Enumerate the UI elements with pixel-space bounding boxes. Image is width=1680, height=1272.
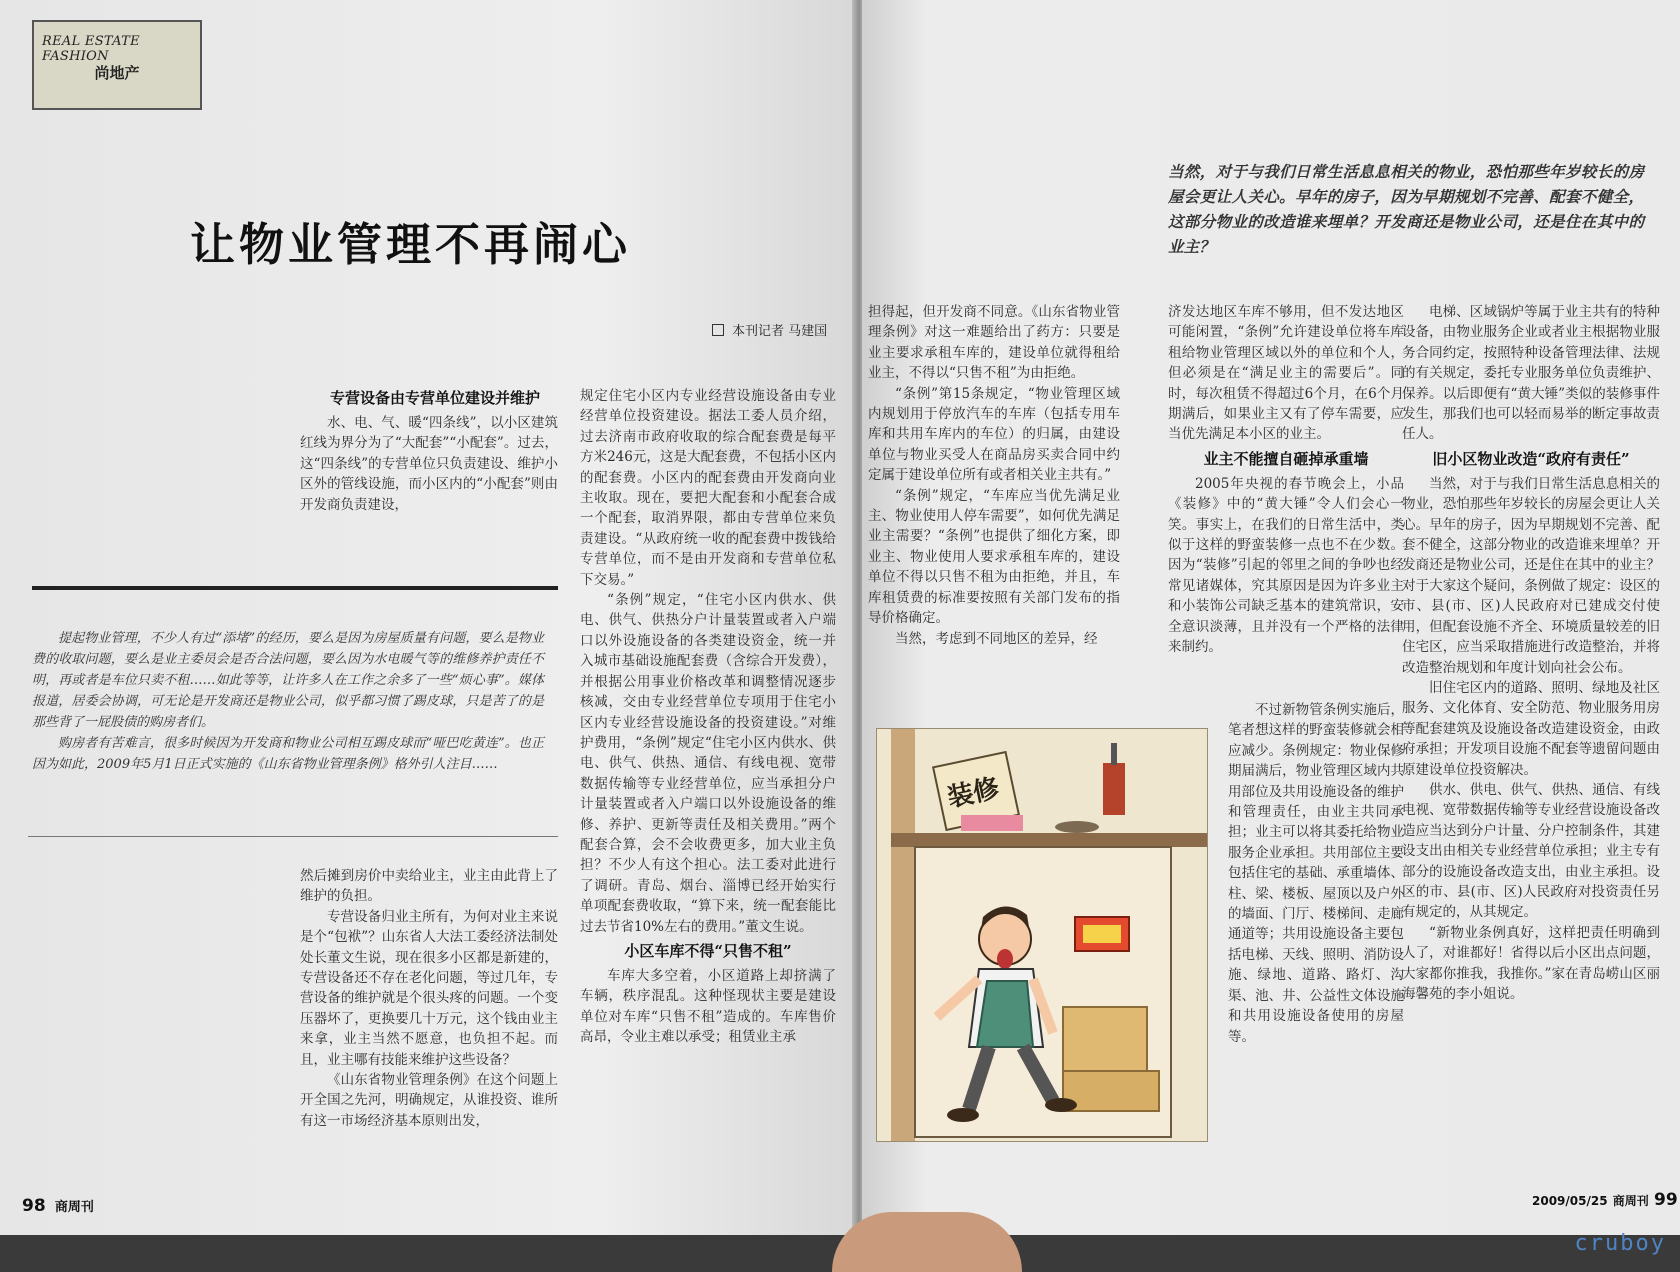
paragraph: 不过新物管条例实施后，笔者想这样的野蛮装修就会相应减少。条例规定：物业保修期届满后，物业管理区域内共用部位及共用设施设备的维护和管理责任，由业主共同承担；业主可以将其委托给物业服务企业承担。共用部位主要包括住宅的基础、承重墙体、柱、梁、楼板、屋顶以及户外的墙面、门厅、楼梯间、走廊通道等；共用设施设备主要包括电梯、天线、照明、消防设施、绿地、道路、路灯、沟渠、池、井、公益性文体设施和共用设施设备使用的房屋等。: [1228, 702, 1404, 1045]
watermark: cruboy: [1574, 1231, 1666, 1256]
paragraph: 规定住宅小区内专业经营设施设备由专业经营单位投资建设。据法工委人员介绍，过去济南市政府收取的综合配套费是每平方米246元，这是大配套费，不包括小区内的配套费。小区内的配套费由开发商向业主收取。现在，要把大配套和小配套合成一个配套，取消界限，都由专营单位来负责建设。“从政府统一收的配套费中拨钱给专营单位，而不是由开发商和专营单位私下交易。”: [580, 388, 836, 588]
intro-block: [32, 628, 544, 775]
heading-garage: 小区车库不得“只售不租”: [624, 941, 792, 960]
footer-left: [22, 1196, 94, 1216]
page-number: 99: [1654, 1190, 1678, 1210]
bullet-box-icon: [712, 324, 724, 336]
paragraph: 担得起，但开发商不同意。《山东省物业管理条例》对这一难题给出了药方：只要是业主要求承租车库的，建设单位就得租给业主，不得以“只售不租”为由拒绝。: [868, 304, 1120, 382]
paragraph: 水、电、气、暖“四条线”，以小区建筑红线为界分为了“大配套”“小配套”。过去，这“四条线”的专营单位只负责建设、维护小区外的管线设施，而小区内的“小配套”则由开发商负责建设，: [300, 415, 558, 513]
paragraph: “条例”规定，“住宅小区内供水、供电、供气、供热分户计量装置或者入户端口以外设施设备的各类建设资金，统一并入城市基础设施配套费（含综合开发费），并根据公用事业价格改革和调整情况逐步核减，交由专业经营单位专项用于住宅小区内专业经营设施设备的投资建设。”对维护费用，“条例”规定“住宅小区内供水、供电、供气、供热、通信、有线电视、宽带数据传输等专业经营单位，应当承担分户计量装置或者入户端口以外设施设备的维修、养护、更新等责任及相关费用。”两个配套合算，会不会收费更多，加大业主负担？不少人有这个担心。法工委对此进行了调研。青岛、烟台、淄博已经开始实行单项配套费收取，“算下来，统一配套能比过去节省10%左右的费用。”董文生说。: [580, 592, 836, 935]
cartoon-svg: [877, 729, 1207, 1141]
section-label-en: REAL ESTATE FASHION: [42, 34, 140, 64]
paragraph: 供水、供电、供气、供热、通信、有线电视、宽带数据传输等专业经营设施设备改造应当达到分户计量、分户控制条件，其建设支出由相关专业经营单位承担；业主专有部分的设施设备改造支出，由业主承担。设区的市、县(市、区)人民政府对投资责任另有规定的，从其规定。: [1402, 781, 1660, 921]
paragraph: 专营设备归业主所有，为何对业主来说是个“包袱”？山东省人大法工委经济法制处处长董文生说，现在很多小区都是新建的，专营设备还不存在老化问题，等过几年，专营设备的维护就是个很头疼的问题。一个变压器坏了，更换要几十万元，这个钱由业主来拿，业主当然不愿意，也负担不起。而且，业主哪有技能来维护这些设备？: [300, 908, 558, 1068]
reader-finger: [832, 1212, 1022, 1272]
footer-right: [1532, 1190, 1678, 1210]
heading-load-bearing-wall: 业主不能擅自砸掉承重墙: [1203, 449, 1369, 468]
paragraph: 车库大多空着，小区道路上却挤满了车辆，秩序混乱。这种怪现状主要是建设单位对车库“只售不租”造成的。车库售价高昂，令业主难以承受；租赁业主承: [580, 967, 836, 1046]
section-label-cn: 尚地产: [94, 64, 140, 82]
column-1-top: [300, 384, 558, 515]
article-title: 让物业管理不再闹心: [190, 218, 632, 271]
heading-special-equipment: 专营设备由专营单位建设并维护: [330, 389, 541, 407]
divider-thick: [32, 586, 558, 590]
byline: [712, 320, 827, 339]
divider-thin: [28, 836, 558, 837]
intro-paragraph: 提起物业管理，不少人有过“添堵”的经历，要么是因为房屋质量有问题，要么是物业费的收取问题，要么是业主委员会是否合法问题，要么因为水电暖气等的维修养护责任不明，再或者是车位只卖不租……如此等等，让许多人在工作之余多了一些“烦心事”。媒体报道，居委会协调，可无论是开发商还是物业公司，似乎都习惯了踢皮球，只是苦了的是那些背了一屁股债的购房者们。: [32, 631, 544, 730]
paragraph: 当然，考虑到不同地区的差异，经: [895, 630, 1098, 647]
paragraph: “条例”第15条规定，“物业管理区域内规划用于停放汽车的车库（包括专用车库和共用车库内的车位）的归属，由建设单位与物业买受人在商品房买卖合同中约定属于建设单位所有或者相关业主共有。”: [868, 385, 1120, 484]
paragraph: 旧住宅区内的道路、照明、绿地及社区服务、文化体育、安全防范、物业服务用房等配套建筑及设施设备改造建设资金，由政府承担；开发项目设施不配套等遗留问题由原建设单位投资解决。: [1402, 679, 1660, 778]
heading-old-community: 旧小区物业改造“政府有责任”: [1432, 449, 1630, 468]
paragraph: 2005年央视的春节晚会上，小品《装修》中的“黄大锤”令人们会心一笑。事实上，在我们的日常生活中，类似于这样的野蛮装修一点也不在少数。因为“装修”引起的邻里之间的争吵也经常见诸媒体，究其原因是因为许多业主和小装饰公司缺乏基本的建筑常识，安全意识淡薄，且并没有一个严格的法律来制约。: [1168, 475, 1404, 656]
column-2: [580, 386, 836, 1048]
column-4-narrow: [1228, 700, 1404, 1047]
paragraph: “条例”规定，“车库应当优先满足业主、物业使用人停车需要”，如何优先满足业主需要？“条例”也提供了细化方案，即业主、物业使用人要求承租车库的，建设单位不得以只售不租为由拒绝，并且，车库租赁费的标准要按照有关部门发布的指导价格确定。: [868, 487, 1120, 627]
paragraph: 电梯、区域锅炉等属于业主共有的特种设备，由物业服务企业或者业主根据物业服务合同约定，按照特种设备管理法律、法规的有关规定，委托专业服务单位负责维护、保养。以后即便有“黄大锤”类似的装修事件发生，那我们也可以轻而易举的断定事故责任人。: [1402, 304, 1660, 443]
paragraph: 当然，对于与我们日常生活息息相关的物业，恐怕那些年岁较长的房屋会更让人关心。早年的房子，因为早期规划不完善、配套不健全，这部分物业的改造谁来埋单？开发商还是物业公司，还是住在其中的业主？对于大家这个疑问，条例做了规定：设区的市、县(市、区)人民政府对已建成交付使用，但配套设施不齐全、环境质量较差的旧住宅区，应当采取措施进行改造整治，并将改造整治规划和年度计划向社会公布。: [1402, 475, 1660, 676]
magazine-name: 商周刊: [54, 1200, 94, 1215]
issue-date: 2009/05/25: [1532, 1194, 1608, 1208]
pull-quote: 当然，对于与我们日常生活息息相关的物业，恐怕那些年岁较长的房屋会更让人关心。早年的房子，因为早期规划不完善、配套不健全，这部分物业的改造谁来埋单？开发商还是物业公司，还是住在其中的业主？: [1168, 163, 1644, 256]
column-1-bottom: [300, 866, 558, 1131]
byline-text: 本刊记者 马建国: [732, 324, 828, 339]
column-4: [1168, 302, 1404, 658]
column-3: [868, 302, 1120, 649]
renovation-cartoon: [876, 728, 1208, 1142]
paragraph: 然后摊到房价中卖给业主，业主由此背上了维护的负担。: [300, 868, 558, 905]
section-badge: [32, 20, 202, 110]
paragraph: “新物业条例真好，这样把责任明确到人了，对谁都好！省得以后小区出点问题，大家都你推我，我推你。”家在青岛崂山区丽海馨苑的李小姐说。: [1402, 924, 1660, 1002]
paragraph: 《山东省物业管理条例》在这个问题上开全国之先河，明确规定，从谁投资、谁所有这一市场经济基本原则出发，: [300, 1072, 558, 1129]
cartoon-sign-text: 装修: [944, 773, 1003, 814]
paragraph: 济发达地区车库不够用，但不发达地区可能闲置，“条例”允许建设单位将车库租给物业管理区域以外的单位和个人，但必须是在“满足业主的需要后”。同时，每次租赁不得超过6个月，在6个月期满后，如果业主又有了停车需要，应当优先满足本小区的业主。: [1168, 304, 1404, 443]
left-page: [0, 0, 858, 1235]
magazine-name: 商周刊: [1612, 1194, 1649, 1208]
column-5: [1402, 302, 1660, 1004]
page-number: 98: [22, 1196, 46, 1216]
intro-paragraph: 购房者有苦难言，很多时候因为开发商和物业公司相互踢皮球而“哑巴吃黄连”。也正因为如此，2009年5月1日正式实施的《山东省物业管理条例》格外引人注目……: [32, 736, 544, 772]
